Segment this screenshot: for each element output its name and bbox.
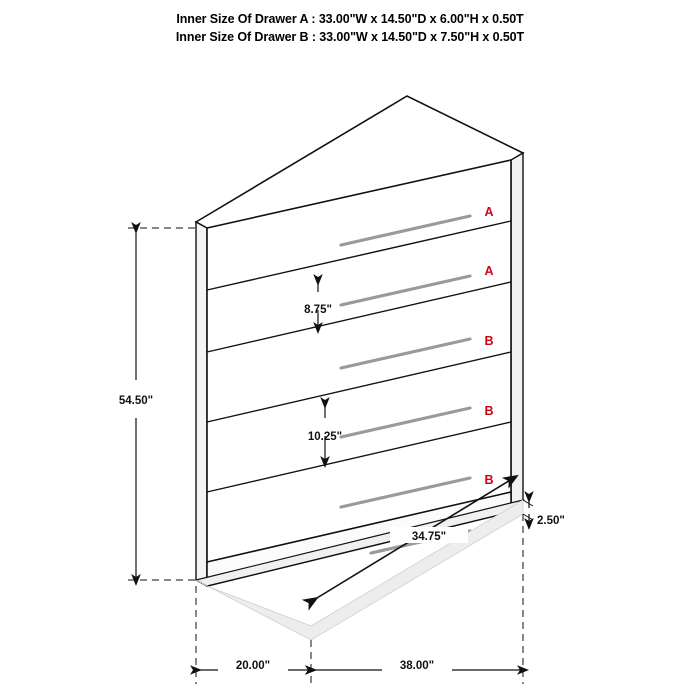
drawer-label-1: A — [484, 205, 494, 219]
dimension-label-drawer-b-height: 10.25" — [307, 431, 343, 443]
dimension-label-width: 38.00" — [399, 660, 435, 672]
dimension-label-drawer-front-width: 34.75" — [411, 531, 447, 543]
dimension-label-overall-height: 54.50" — [118, 395, 154, 407]
dimension-depth — [196, 657, 311, 672]
dimension-label-depth: 20.00" — [235, 660, 271, 672]
cabinet-left-side-panel — [196, 222, 207, 586]
dimension-overall-height — [119, 228, 196, 580]
dimension-label-drawer-a-height: 8.75" — [304, 304, 332, 316]
header-line-drawer-b: Inner Size Of Drawer B : 33.00"W x 14.50"D x 7.50"H x 0.50T — [175, 30, 525, 44]
drawer-label-2: A — [484, 264, 494, 278]
drawer-label-4: B — [484, 404, 494, 418]
dimension-label-base-height: 2.50" — [537, 515, 565, 527]
header-line-drawer-a: Inner Size Of Drawer A : 33.00"W x 14.50"D x 6.00"H x 0.50T — [176, 12, 524, 26]
drawer-label-3: B — [484, 334, 494, 348]
dimension-width — [311, 657, 523, 672]
drawer-label-5: B — [484, 473, 494, 487]
cabinet-right-side-panel — [511, 153, 523, 512]
dimension-base-height — [523, 497, 565, 527]
